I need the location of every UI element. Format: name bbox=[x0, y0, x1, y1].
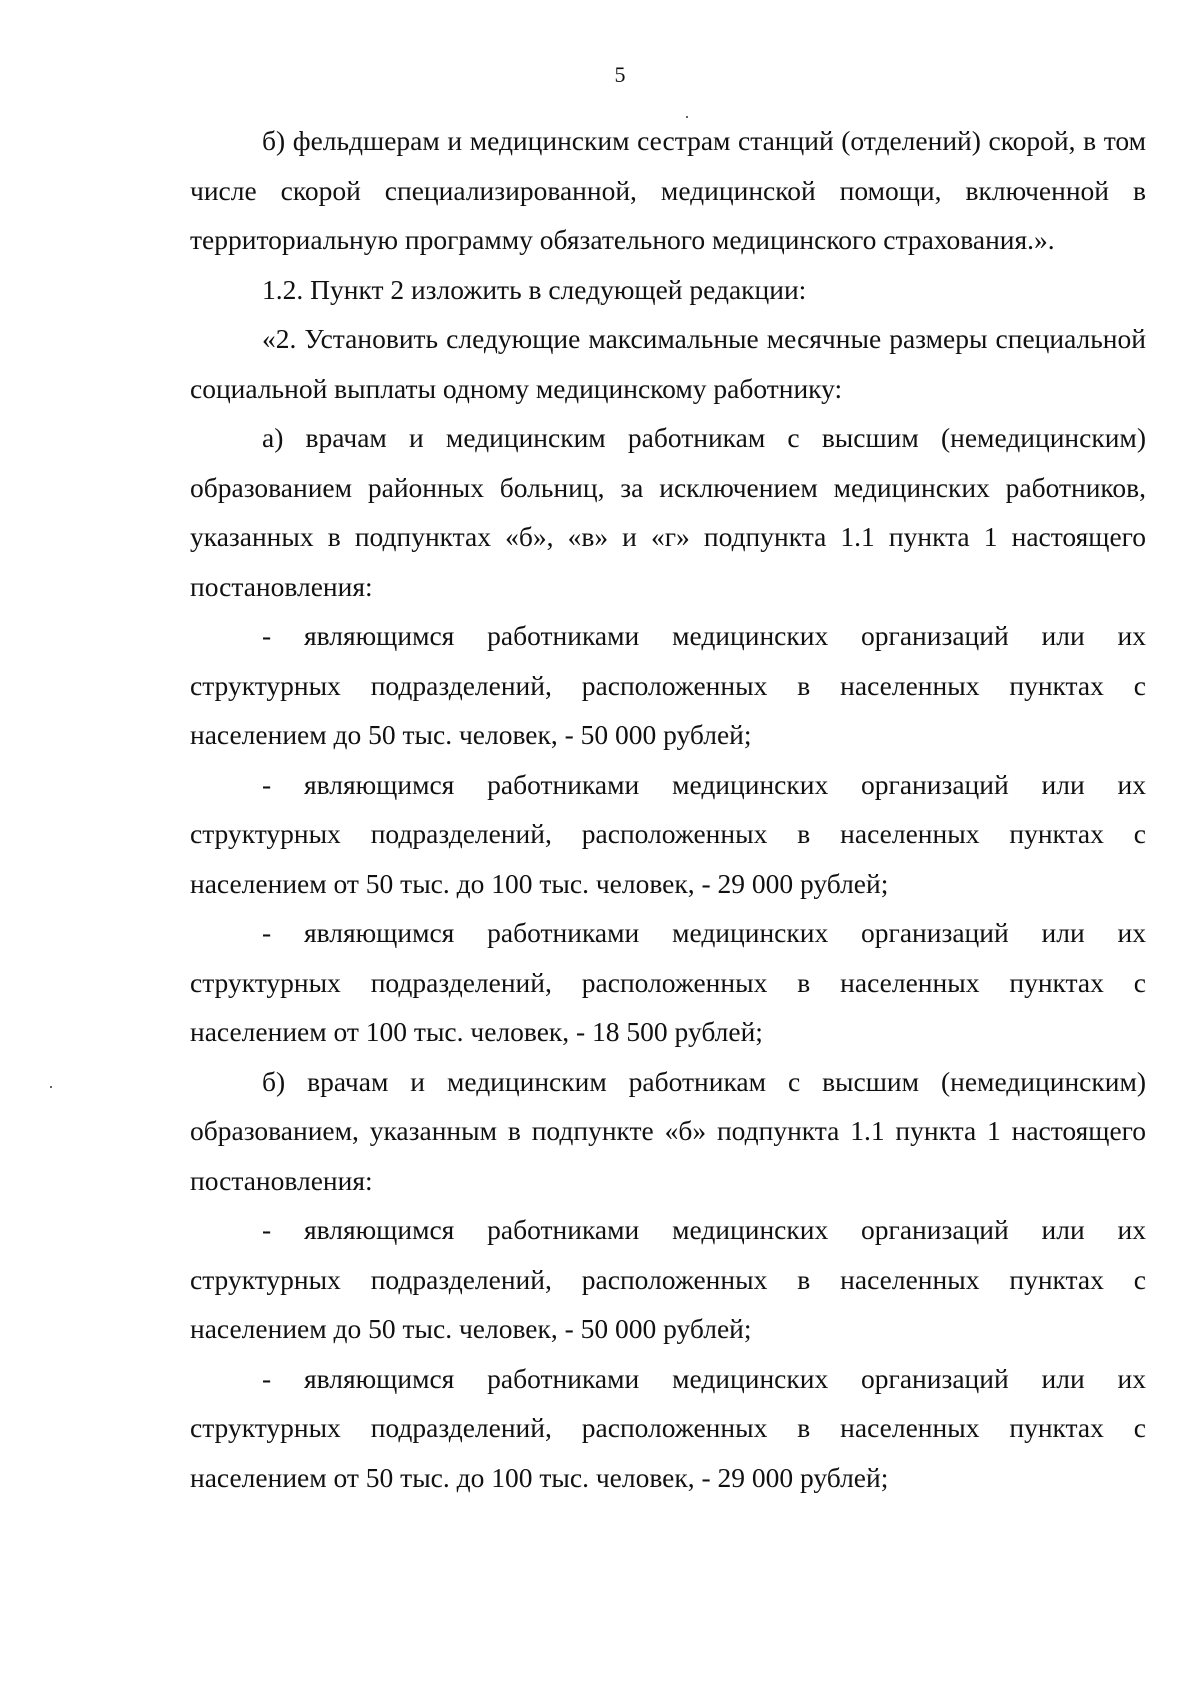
scan-speck bbox=[686, 116, 688, 118]
list-item: - являющимся работниками медицинских организаций или их структурных подразделений, расположенных в населенных пунктах с населением до 50 тыс. человек, - 50 000 рублей; bbox=[190, 1214, 1146, 1344]
list-item: - являющимся работниками медицинских организаций или их структурных подразделений, расположенных в населенных пунктах с населением от 100 тыс. человек, - 18 500 рублей; bbox=[190, 917, 1146, 1047]
paragraph: а) врачам и медицинским работникам с высшим (немедицинским) образованием районных больниц, за исключением медицинских работников, указанных в подпунктах «б», «в» и «г» подпункта 1.1 пункта 1 настоящего постановления: bbox=[190, 422, 1146, 602]
scan-speck bbox=[50, 1086, 52, 1088]
list-item: - являющимся работниками медицинских организаций или их структурных подразделений, расположенных в населенных пунктах с населением от 50 тыс. до 100 тыс. человек, - 29 000 рублей; bbox=[190, 768, 1146, 899]
paragraph: б) фельдшерам и медицинским сестрам станций (отделений) скорой, в том числе скорой специализированной, медицинской помощи, включенной в территориальную программу обязательного медицинского страхования.». bbox=[190, 125, 1146, 255]
page-number: 5 bbox=[614, 62, 626, 87]
paragraph: 1.2. Пункт 2 изложить в следующей редакции: bbox=[262, 273, 807, 305]
paragraph: б) врачам и медицинским работникам с высшим (немедицинским) образованием, указанным в подпункте «б» подпункта 1.1 пункта 1 настоящего постановления: bbox=[190, 1065, 1146, 1196]
list-item: - являющимся работниками медицинских организаций или их структурных подразделений, расположенных в населенных пунктах с населением до 50 тыс. человек, - 50 000 рублей; bbox=[190, 620, 1146, 750]
list-item: - являющимся работниками медицинских организаций или их структурных подразделений, расположенных в населенных пунктах с населением от 50 тыс. до 100 тыс. человек, - 29 000 рублей; bbox=[190, 1362, 1146, 1493]
document-body bbox=[190, 116, 1146, 1502]
paragraph: «2. Установить следующие максимальные месячные размеры специальной социальной выплаты одному медицинскому работнику: bbox=[190, 323, 1146, 404]
